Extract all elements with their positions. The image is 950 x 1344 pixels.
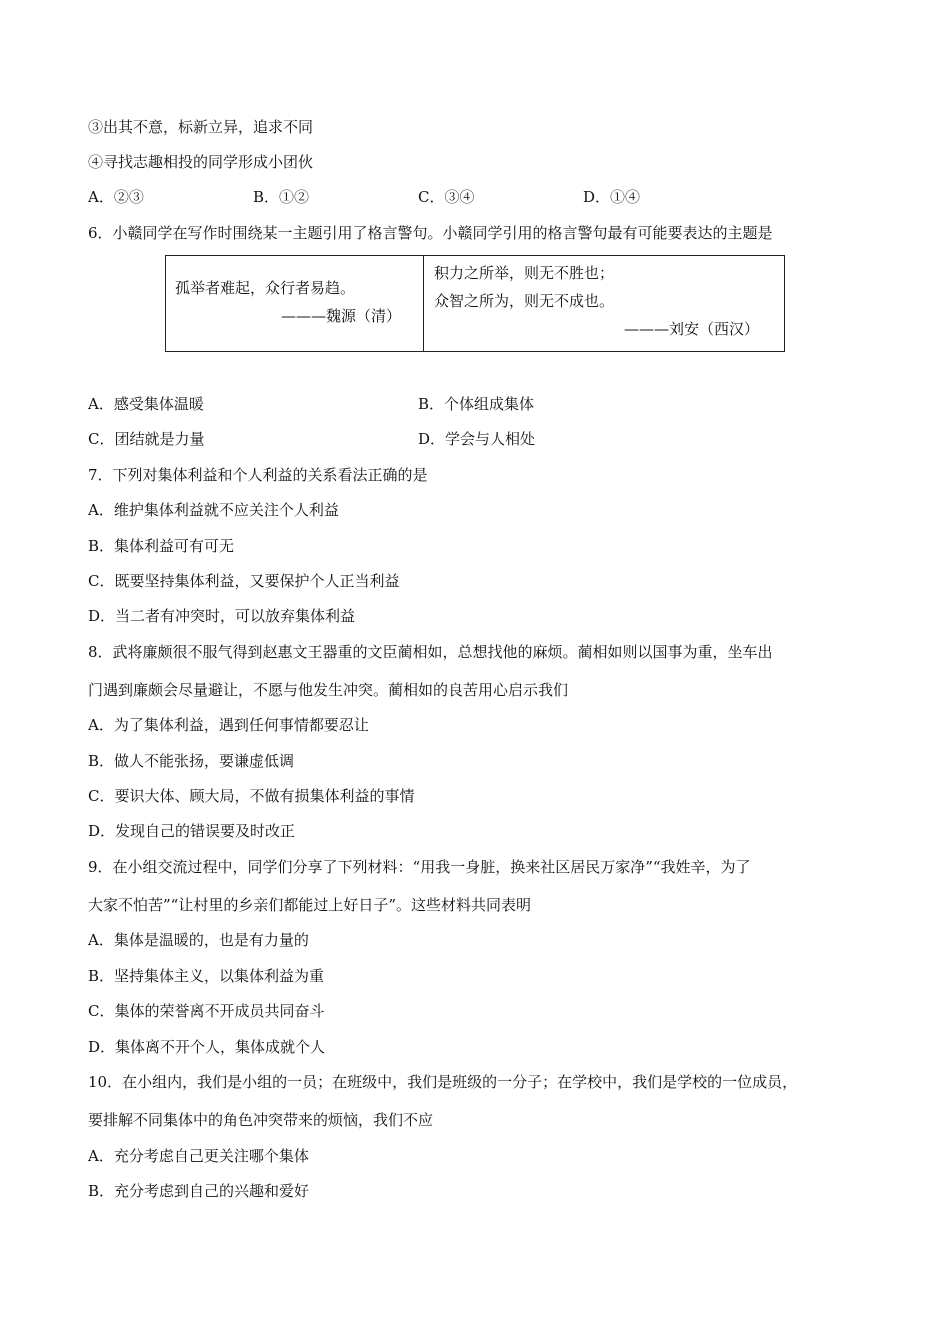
q6-quote-right [424,256,784,351]
q6-quote-right-line2: 众智之所为，则无不成也。 [434,292,615,310]
q8-stem-line2: 门遇到廉颇会尽量避让，不愿与他发生冲突。蔺相如的良苦用心启示我们 [88,681,569,699]
q10-stem-line1: 10．在小组内，我们是小组的一员；在班级中，我们是班级的一分子；在学校中，我们是学校的一位成员， [88,1073,798,1091]
q6-quote-right-line1: 积力之所举，则无不胜也； [434,264,615,282]
q7-stem: 7．下列对集体利益和个人利益的关系看法正确的是 [88,466,428,484]
q7-option-d[interactable]: D．当二者有冲突时，可以放弃集体利益 [88,607,356,625]
q9-stem-line2: 大家不怕苦”“让村里的乡亲们都能过上好日子”。这些材料共同表明 [88,896,532,914]
q9-stem-line1: 9．在小组交流过程中，同学们分享了下列材料：“用我一身脏，换来社区居民万家净”“我姓辛，为了 [88,858,751,876]
q9-option-b[interactable]: B．坚持集体主义，以集体利益为重 [88,967,325,985]
q9-option-d[interactable]: D．集体离不开个人，集体成就个人 [88,1038,326,1056]
q8-option-a[interactable]: A．为了集体利益，遇到任何事情都要忍让 [88,716,369,734]
q8-option-d[interactable]: D．发现自己的错误要及时改正 [88,822,296,840]
q5-option-c[interactable]: C．③④ [418,188,475,206]
q7-option-a[interactable]: A．维护集体利益就不应关注个人利益 [88,501,339,519]
q6-quote-left-text: 孤举者难起，众行者易趋。 [175,279,356,297]
q6-option-c[interactable]: C．团结就是力量 [88,430,205,448]
q5-option-d[interactable]: D．①④ [583,188,641,206]
q5-statement-3: ③出其不意，标新立异，追求不同 [88,118,314,136]
q6-option-a[interactable]: A．感受集体温暖 [88,395,204,413]
q10-stem-line2: 要排解不同集体中的角色冲突带来的烦恼，我们不应 [88,1111,434,1129]
q5-statement-4: ④寻找志趣相投的同学形成小团伙 [88,153,314,171]
q8-stem-line1: 8．武将廉颇很不服气得到赵惠文王器重的文臣蔺相如，总想找他的麻烦。蔺相如则以国事为重，坐车出 [88,643,773,661]
q6-quote-table [165,255,785,352]
q6-quote-left-source: ———魏源（清） [281,307,402,325]
q6-quote-right-source: ———刘安（西汉） [624,320,760,338]
q10-option-a[interactable]: A．充分考虑自己更关注哪个集体 [88,1147,309,1165]
q5-option-b[interactable]: B．①② [253,188,310,206]
q7-option-b[interactable]: B．集体利益可有可无 [88,537,235,555]
q10-option-b[interactable]: B．充分考虑到自己的兴趣和爱好 [88,1182,310,1200]
q5-option-a[interactable]: A．②③ [88,188,144,206]
q6-option-b[interactable]: B．个体组成集体 [418,395,535,413]
q8-option-c[interactable]: C．要识大体、顾大局，不做有损集体利益的事情 [88,787,415,805]
q9-option-c[interactable]: C．集体的荣誉离不开成员共同奋斗 [88,1002,325,1020]
q6-quote-left [166,256,424,351]
q9-option-a[interactable]: A．集体是温暖的，也是有力量的 [88,931,309,949]
q8-option-b[interactable]: B．做人不能张扬，要谦虚低调 [88,752,295,770]
q7-option-c[interactable]: C．既要坚持集体利益，又要保护个人正当利益 [88,572,400,590]
q6-option-d[interactable]: D．学会与人相处 [418,430,536,448]
q6-stem: 6．小赣同学在写作时围绕某一主题引用了格言警句。小赣同学引用的格言警句最有可能要表达的主题是 [88,224,773,242]
